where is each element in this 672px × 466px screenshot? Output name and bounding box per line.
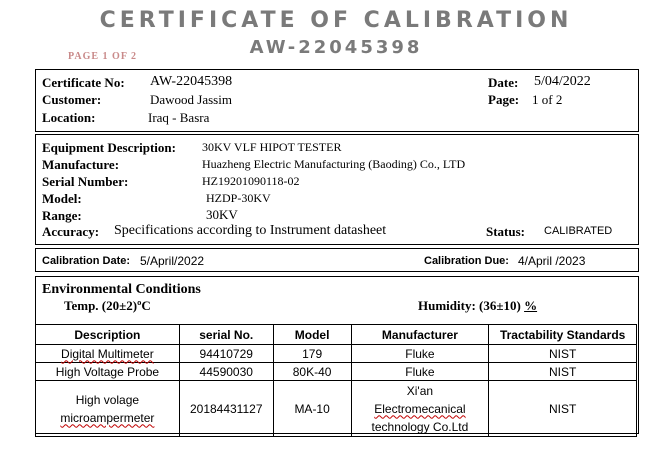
- page-value: 1 of 2: [532, 92, 563, 107]
- range-value: 30KV: [206, 207, 238, 222]
- row-standard: NIST: [489, 381, 637, 437]
- table-row: [36, 381, 637, 437]
- row-serial: 94410729: [179, 345, 273, 363]
- location-label: Location:: [42, 110, 96, 125]
- standards-table: [35, 324, 637, 437]
- row-model: 179: [273, 345, 351, 363]
- row-manufacturer: [351, 381, 489, 437]
- manufacture-label: Manufacture:: [42, 157, 120, 172]
- certificate-code-heading: AW-22045398: [249, 37, 423, 58]
- cal-due-value: 4/April /2023: [518, 254, 586, 268]
- model-value: HZDP-30KV: [206, 191, 271, 205]
- cert-no-value: AW-22045398: [150, 74, 233, 89]
- cal-due-label: Calibration Due:: [424, 255, 509, 267]
- accuracy-value: Specifications according to Instrument datasheet: [114, 223, 387, 238]
- row-standard: NIST: [489, 363, 637, 381]
- status-value: CALIBRATED: [544, 225, 613, 237]
- row-manufacturer: Fluke: [351, 363, 489, 381]
- humidity-unit: %: [524, 298, 538, 313]
- date-label: Date:: [488, 75, 519, 90]
- row-manufacturer-line: Electromecanical: [374, 401, 466, 416]
- row-description: Digital Multimeter: [36, 345, 180, 363]
- row-description-line: microampermeter: [60, 410, 155, 425]
- customer-label: Customer:: [42, 92, 102, 107]
- temperature-label: Temp. (20±2)ºC: [64, 298, 151, 313]
- range-label: Range:: [42, 208, 82, 223]
- serial-number-label: Serial Number:: [42, 174, 129, 189]
- environment-heading: Environmental Conditions: [42, 282, 201, 297]
- description-value: 30KV VLF HIPOT TESTER: [202, 140, 342, 154]
- certificate-info-box: [35, 69, 639, 132]
- table-header-row: [36, 325, 637, 345]
- row-description-line: High volage: [75, 392, 140, 407]
- row-serial: 44590030: [179, 363, 273, 381]
- row-description: [36, 381, 180, 437]
- cert-no-label: Certificate No:: [42, 75, 125, 90]
- manufacture-value: Huazheng Electric Manufacturing (Baoding) Co., LTD: [202, 157, 466, 171]
- humidity-label: Humidity: (36±10) %: [418, 298, 538, 313]
- row-manufacturer-line: technology Co.Ltd: [371, 419, 469, 434]
- table-row: [36, 363, 637, 381]
- row-manufacturer: Fluke: [351, 345, 489, 363]
- row-model: MA-10: [273, 381, 351, 437]
- row-manufacturer-line: Xi'an: [406, 383, 434, 398]
- row-standard: NIST: [489, 345, 637, 363]
- date-value: 5/04/2022: [534, 74, 591, 89]
- row-model: 80K-40: [273, 363, 351, 381]
- accuracy-label: Accuracy:: [42, 224, 100, 239]
- page-label: Page:: [488, 92, 520, 107]
- column-header-model: Model: [273, 325, 351, 345]
- equipment-box: [35, 134, 639, 245]
- serial-number-value: HZ19201090118-02: [202, 174, 300, 188]
- column-header-description: Description: [36, 325, 180, 345]
- status-label: Status:: [486, 224, 526, 239]
- calibration-dates-box: [35, 248, 639, 272]
- cal-date-label: Calibration Date:: [42, 255, 131, 267]
- column-header-standards: Tractability Standards: [489, 325, 637, 345]
- customer-value: Dawood Jassim: [150, 92, 232, 107]
- row-serial: 20184431127: [179, 381, 273, 437]
- model-label: Model:: [42, 191, 82, 206]
- page-mark: PAGE 1 OF 2: [68, 51, 138, 62]
- location-value: Iraq - Basra: [148, 110, 210, 125]
- description-label: Equipment Description:: [42, 140, 176, 155]
- row-description: High Voltage Probe: [36, 363, 180, 381]
- table-row: [36, 345, 637, 363]
- cal-date-value: 5/April/2022: [140, 254, 205, 268]
- certificate-title: CERTIFICATE OF CALIBRATION: [99, 8, 573, 33]
- column-header-manufacturer: Manufacturer: [351, 325, 489, 345]
- column-header-serial: serial No.: [179, 325, 273, 345]
